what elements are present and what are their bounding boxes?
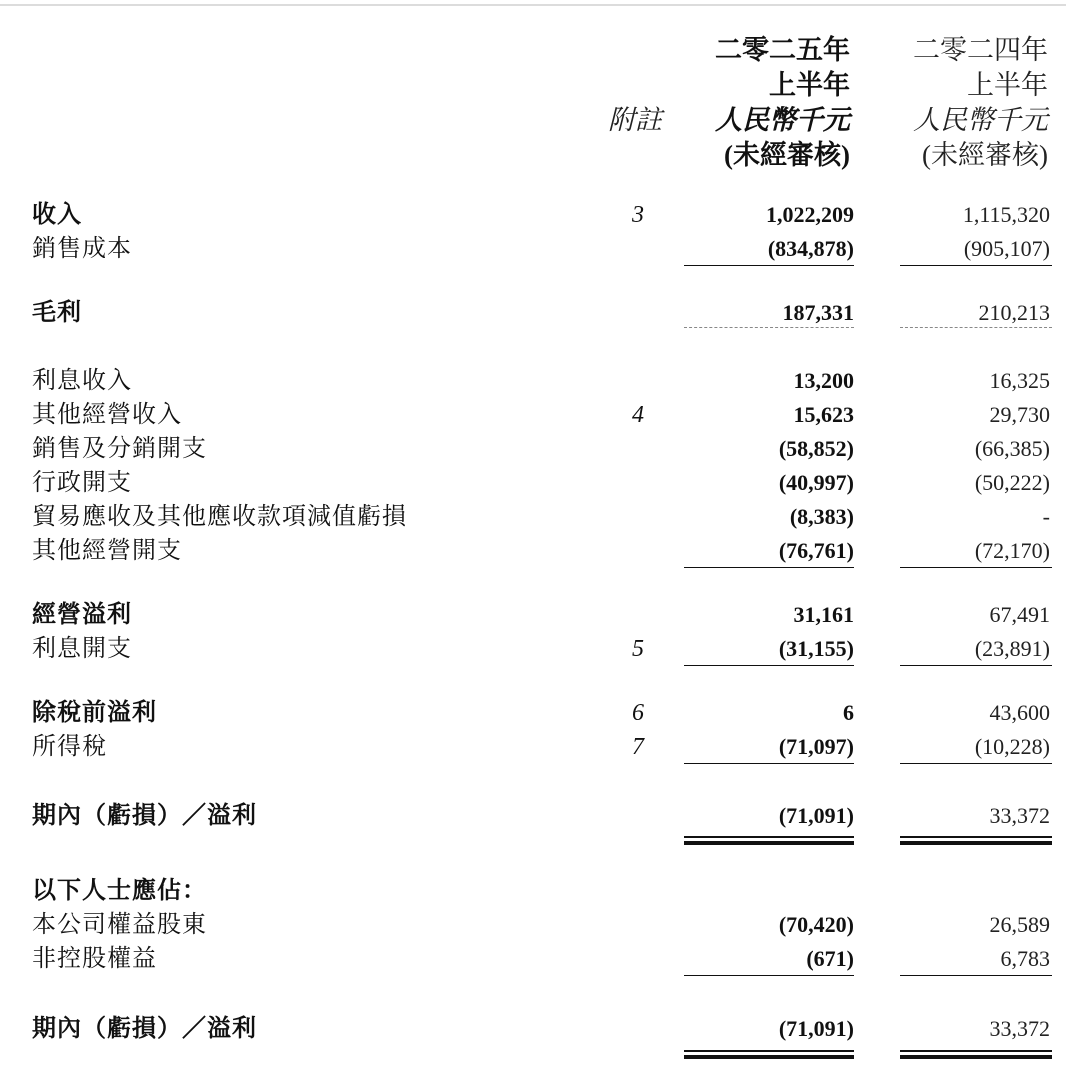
row-value-2024: (10,228)	[974, 734, 1050, 759]
row-value-2025: (71,091)	[778, 1016, 854, 1041]
row-operating-profit	[0, 598, 1066, 632]
row-value-2025: (71,091)	[778, 803, 854, 828]
row-label: 期內（虧損）／溢利	[32, 803, 257, 829]
row-label: 除稅前溢利	[32, 700, 157, 726]
row-equity-shareholders	[0, 908, 1066, 942]
row-label: 其他經營收入	[32, 402, 182, 428]
row-value-2025: (71,097)	[778, 734, 854, 759]
row-value-2024: 210,213	[978, 300, 1050, 325]
subtotal-rule-2025	[684, 567, 854, 568]
row-value-2025: 31,161	[793, 602, 854, 627]
row-interest-expense	[0, 632, 1066, 666]
total-double-rule-2024	[900, 1055, 1052, 1059]
row-value-2025: 13,200	[793, 368, 854, 393]
column-2025-currency: 人民幣千元	[715, 105, 850, 135]
row-cost-of-sales	[0, 232, 1066, 266]
row-label: 利息收入	[32, 368, 132, 394]
subtotal-rule-2024	[900, 975, 1052, 976]
dashed-rule-2024	[900, 327, 1052, 328]
top-border	[0, 4, 1066, 6]
column-2024-audit: (未經審核)	[922, 140, 1048, 170]
column-2025-audit: (未經審核)	[724, 140, 850, 170]
row-value-2024: (66,385)	[974, 436, 1050, 461]
row-label: 所得稅	[32, 734, 107, 760]
row-label: 銷售及分銷開支	[32, 436, 207, 462]
column-2024-year: 二零二四年	[913, 35, 1048, 65]
row-value-2025: (8,383)	[789, 504, 854, 529]
total-double-rule-2024	[900, 836, 1052, 838]
row-label: 銷售成本	[32, 236, 132, 262]
row-value-2024: 1,115,320	[962, 202, 1050, 227]
row-label: 利息開支	[32, 636, 132, 662]
row-value-2024: 43,600	[989, 700, 1050, 725]
row-value-2025: 1,022,209	[766, 202, 854, 227]
row-gross-profit	[0, 296, 1066, 330]
row-value-2024: 29,730	[989, 402, 1050, 427]
row-label: 毛利	[32, 300, 82, 326]
row-note: 3	[632, 202, 644, 228]
row-value-2025: (58,852)	[778, 436, 854, 461]
row-value-2024: 6,783	[1000, 946, 1050, 971]
subtotal-rule-2025	[684, 763, 854, 764]
row-value-2024: (23,891)	[974, 636, 1050, 661]
row-note: 5	[632, 636, 644, 662]
row-value-2024: 67,491	[989, 602, 1050, 627]
subtotal-rule-2024	[900, 265, 1052, 266]
row-period-loss-profit	[0, 799, 1066, 833]
column-2024-half: 上半年	[967, 70, 1048, 100]
row-value-2024: 33,372	[989, 803, 1050, 828]
row-other-operating-income	[0, 398, 1066, 432]
row-label: 以下人士應佔：	[32, 878, 207, 904]
row-label: 收入	[32, 202, 82, 228]
row-value-2024: (50,222)	[974, 470, 1050, 495]
row-interest-income	[0, 364, 1066, 398]
subtotal-rule-2024	[900, 567, 1052, 568]
row-value-2025: (76,761)	[778, 538, 854, 563]
row-value-2025: (834,878)	[767, 236, 854, 261]
subtotal-rule-2025	[684, 975, 854, 976]
row-attributable-to-heading	[0, 874, 1066, 908]
total-double-rule-2025	[684, 1050, 854, 1052]
row-label: 非控股權益	[32, 946, 157, 972]
row-revenue	[0, 198, 1066, 232]
total-double-rule-2024	[900, 841, 1052, 845]
row-value-2024: 16,325	[989, 368, 1050, 393]
row-non-controlling-interests	[0, 942, 1066, 976]
row-note: 6	[632, 700, 644, 726]
row-income-tax	[0, 730, 1066, 764]
subtotal-rule-2025	[684, 665, 854, 666]
column-header-2024	[880, 33, 1048, 173]
row-value-2025: 187,331	[782, 300, 854, 325]
row-impairment-loss	[0, 500, 1066, 534]
dashed-rule-2025	[684, 327, 854, 328]
column-2025-year: 二零二五年	[715, 35, 850, 65]
row-administrative-expenses	[0, 466, 1066, 500]
subtotal-rule-2025	[684, 265, 854, 266]
row-label: 貿易應收及其他應收款項減值虧損	[32, 504, 407, 530]
row-label: 本公司權益股東	[32, 912, 207, 938]
row-profit-before-tax	[0, 696, 1066, 730]
row-label: 期內（虧損）／溢利	[32, 1016, 257, 1042]
note-column-header: 附註	[608, 105, 662, 135]
total-double-rule-2024	[900, 1050, 1052, 1052]
row-label: 其他經營開支	[32, 538, 182, 564]
subtotal-rule-2024	[900, 665, 1052, 666]
row-value-2024: -	[1042, 504, 1050, 529]
row-value-2025: (40,997)	[778, 470, 854, 495]
row-value-2024: (905,107)	[963, 236, 1050, 261]
row-period-loss-profit-total	[0, 1012, 1066, 1046]
row-value-2025: (31,155)	[778, 636, 854, 661]
total-double-rule-2025	[684, 1055, 854, 1059]
row-value-2024: (72,170)	[974, 538, 1050, 563]
row-value-2024: 26,589	[989, 912, 1050, 937]
subtotal-rule-2024	[900, 763, 1052, 764]
row-selling-distribution-expenses	[0, 432, 1066, 466]
column-2024-currency: 人民幣千元	[913, 105, 1048, 135]
row-other-operating-expenses	[0, 534, 1066, 568]
row-note: 7	[632, 734, 644, 760]
row-value-2025: 15,623	[793, 402, 854, 427]
column-2025-half: 上半年	[769, 70, 850, 100]
row-label: 行政開支	[32, 470, 132, 496]
total-double-rule-2025	[684, 841, 854, 845]
row-note: 4	[632, 402, 644, 428]
column-header-2025	[680, 33, 850, 173]
row-value-2024: 33,372	[989, 1016, 1050, 1041]
row-label: 經營溢利	[32, 602, 132, 628]
row-value-2025: (671)	[806, 946, 854, 971]
row-value-2025: 6	[843, 700, 854, 725]
total-double-rule-2025	[684, 836, 854, 838]
row-value-2025: (70,420)	[778, 912, 854, 937]
